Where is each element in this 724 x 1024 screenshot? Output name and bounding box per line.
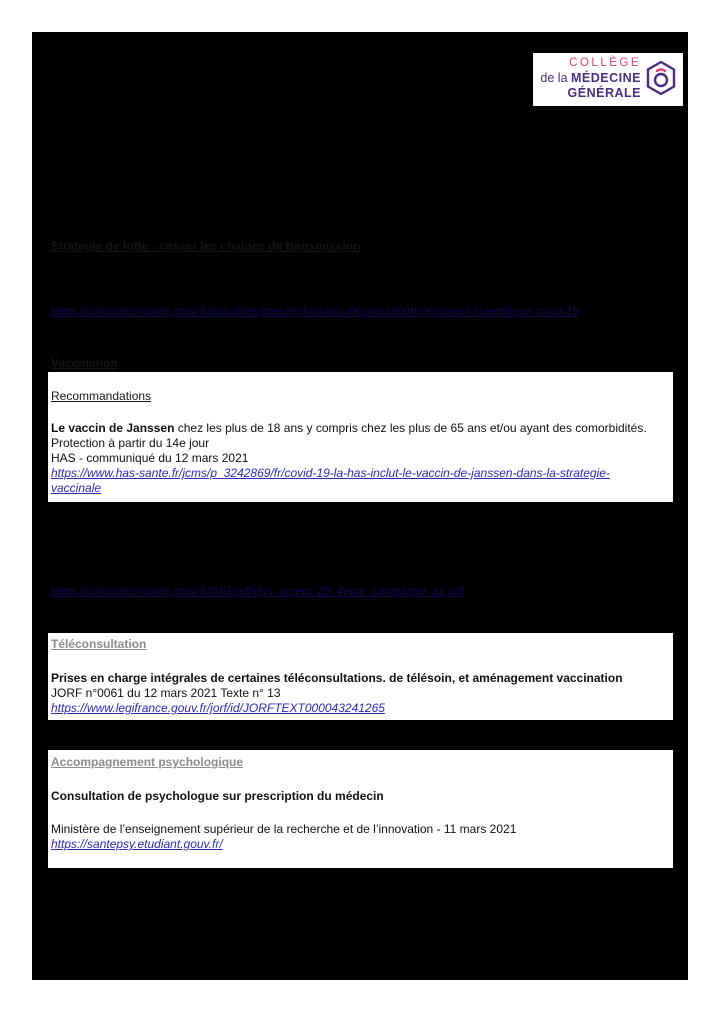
psy-title: Accompagnement psychologique xyxy=(51,755,244,769)
strategy-heading: Stratégie de lutte : casser les chaines de transmission xyxy=(51,239,361,253)
logo-line-college: COLLÈGE xyxy=(569,57,641,69)
strategy-link[interactable]: https://solidarites-sante.gouv.fr/actualites/presse/dossiers-de-presse/article/conseil-scientifique-covid-19 xyxy=(51,306,579,318)
has-communique-line: HAS - communiqué du 12 mars 2021 xyxy=(51,451,249,465)
ministry-line: Ministère de l’enseignement supérieur de la recherche et de l’innovation - 11 mars 2021 xyxy=(51,822,517,836)
janssen-bold: Le vaccin de Janssen xyxy=(51,421,175,435)
vaccination-heading: Vaccination xyxy=(51,356,118,370)
janssen-rest: chez les plus de 18 ans y compris chez les plus de 65 ans et/ou ayant des comorbidités. xyxy=(174,421,647,435)
hexagon-logo-icon xyxy=(645,60,677,96)
protection-line: Protection à partir du 14e jour xyxy=(51,436,210,450)
jorf-line: JORF n°0061 du 12 mars 2021 Texte n° 13 xyxy=(51,686,281,700)
has-link-part1[interactable]: https://www.has-sante.fr/jcms/p_3242869/fr/covid-19-la-has-inclut-le-vaccin-de-janssen-dans-la-strategie- xyxy=(51,466,610,480)
has-link-part2[interactable]: vaccinale xyxy=(51,481,102,495)
legifrance-link[interactable]: https://www.legifrance.gouv.fr/jorf/id/JORFTEXT000043241265 xyxy=(51,701,385,715)
logo-line-generale: GÉNÉRALE xyxy=(567,86,641,100)
psy-bold-line: Consultation de psychologue sur prescription du médecin xyxy=(51,789,384,803)
psy-box xyxy=(48,750,673,868)
teleconsultation-title: Téléconsultation xyxy=(51,637,147,651)
recommandations-title: Recommandations xyxy=(51,389,152,403)
santepsy-link[interactable]: https://santepsy.etudiant.gouv.fr/ xyxy=(51,837,223,851)
logo-line-medecine xyxy=(540,71,641,85)
janssen-line xyxy=(51,421,667,436)
teleconsultation-bold-line: Prises en charge intégrales de certaines téléconsultations. de télésoin, et aménagement vaccination xyxy=(51,671,623,685)
logo-prefix: de la xyxy=(540,71,568,85)
college-medecine-generale-logo xyxy=(533,53,683,106)
logo-medecine: MÉDECINE xyxy=(571,71,641,85)
recommandations-box xyxy=(48,372,673,502)
teleconsultation-box xyxy=(48,633,673,720)
dgs-link[interactable]: https://solidarites-sante.gouv.fr/IMG/pdf/dgs_urgent_29_4eme_campagne_az.pdf xyxy=(51,586,464,598)
